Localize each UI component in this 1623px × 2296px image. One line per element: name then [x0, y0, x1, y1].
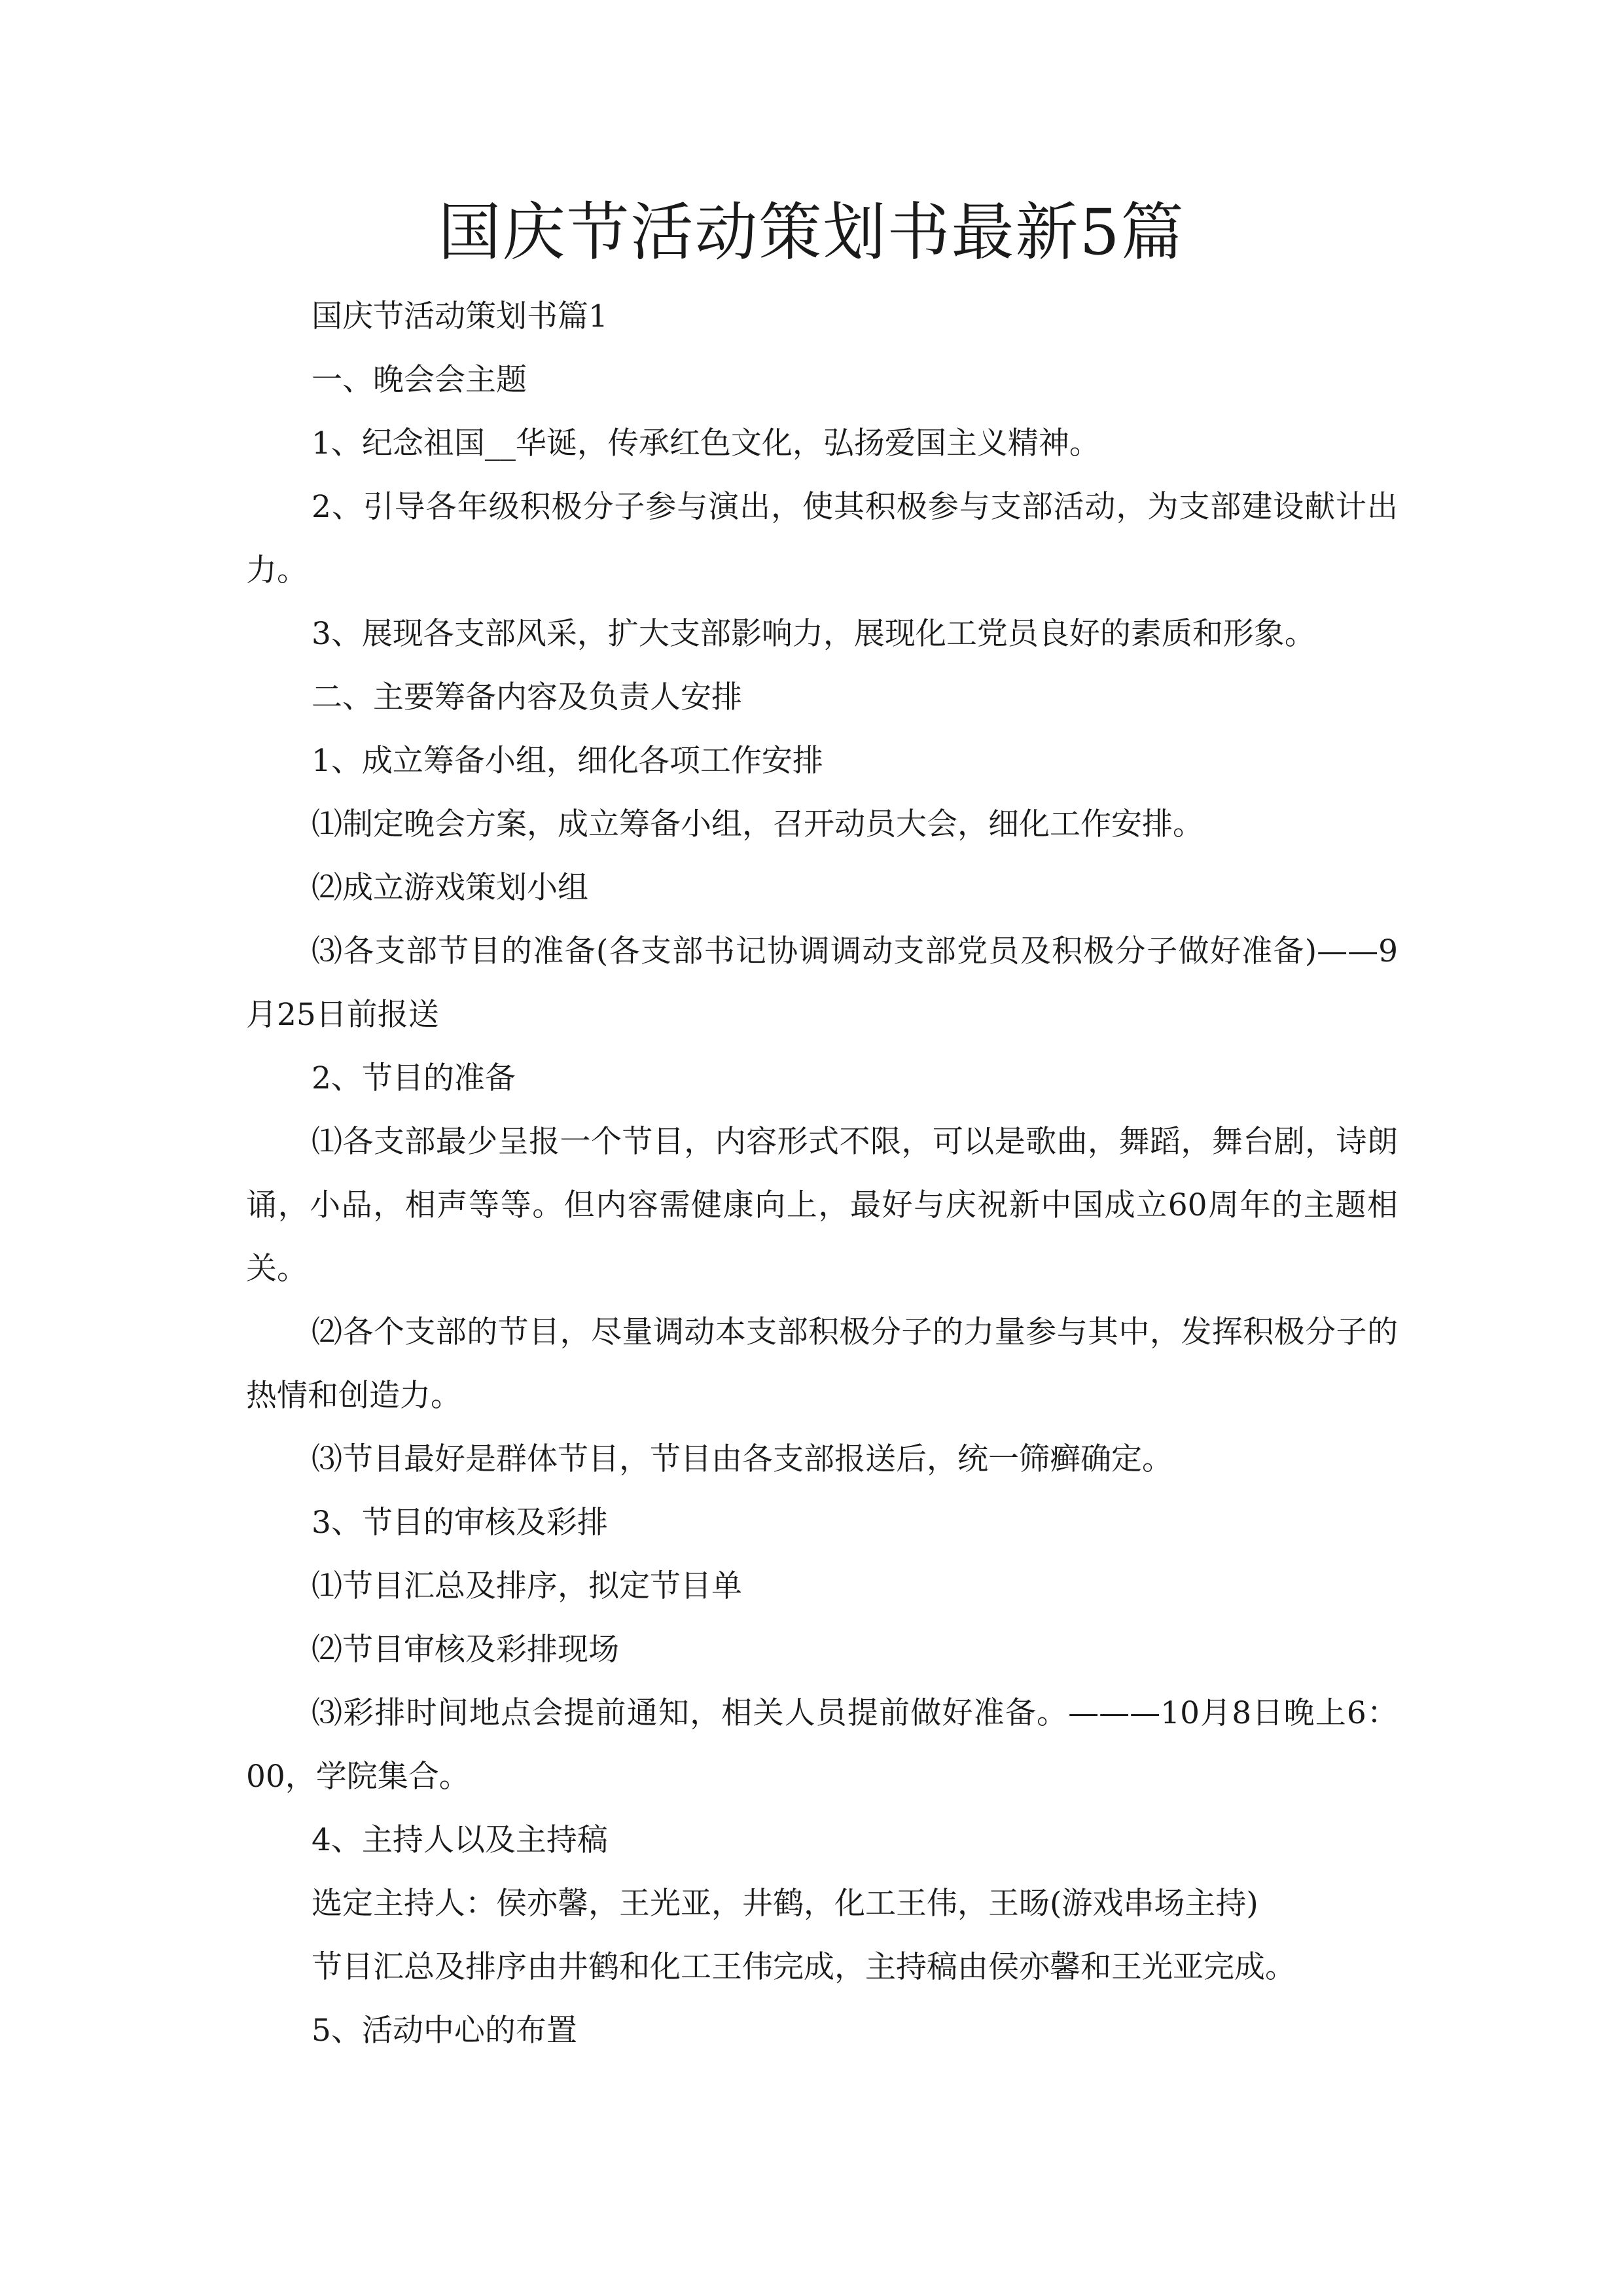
paragraph: ⑵成立游戏策划小组 [312, 870, 588, 906]
paragraph: 节目汇总及排序由井鹤和化工王伟完成，主持稿由侯亦馨和王光亚完成。 [312, 1949, 1296, 1985]
paragraph: 二、主要筹备内容及负责人安排 [312, 679, 742, 715]
paragraph: 3、展现各支部风采，扩大支部影响力，展现化工党员良好的素质和形象。 [312, 616, 1315, 652]
paragraph: 5、活动中心的布置 [312, 2013, 577, 2049]
paragraph: 一、晚会会主题 [312, 362, 527, 398]
paragraph: 选定主持人：侯亦馨，王光亚，井鹤，化工王伟，王旸(游戏串场主持) [312, 1886, 1258, 1922]
paragraph: ⑴各支部最少呈报一个节目，内容形式不限，可以是歌曲，舞蹈，舞台剧，诗朗诵，小品，相声等等。但内容需健康向上，最好与庆祝新中国成立60周年的主题相关。 [246, 1124, 1398, 1287]
paragraph: ⑶节目最好是群体节目，节目由各支部报送后，统一筛癣确定。 [312, 1441, 1173, 1477]
paragraph: 3、节目的审核及彩排 [312, 1505, 608, 1541]
document-title: 国庆节活动策划书最新5篇 [438, 196, 1185, 269]
paragraph: 2、节目的准备 [312, 1060, 516, 1096]
paragraph: 2、引导各年级积极分子参与演出，使其积极参与支部活动，为支部建设献计出力。 [246, 489, 1398, 588]
paragraph: 1、纪念祖国__华诞，传承红色文化，弘扬爱国主义精神。 [312, 425, 1100, 461]
paragraph: ⑶彩排时间地点会提前通知，相关人员提前做好准备。———10月8日晚上6：00，学院集合。 [246, 1695, 1398, 1795]
paragraph: ⑵节目审核及彩排现场 [312, 1632, 619, 1668]
paragraph: ⑴制定晚会方案，成立筹备小组，召开动员大会，细化工作安排。 [312, 806, 1204, 842]
paragraph: ⑴节目汇总及排序，拟定节目单 [312, 1568, 742, 1604]
paragraph: 4、主持人以及主持稿 [312, 1822, 608, 1858]
paragraph: ⑵各个支部的节目，尽量调动本支部积极分子的力量参与其中，发挥积极分子的热情和创造力。 [246, 1314, 1398, 1414]
paragraph: 国庆节活动策划书篇1 [312, 298, 608, 334]
document-body [246, 285, 1398, 2062]
paragraph: 1、成立筹备小组，细化各项工作安排 [312, 743, 823, 779]
paragraph: ⑶各支部节目的准备(各支部书记协调调动支部党员及积极分子做好准备)——9月25日前报送 [246, 933, 1398, 1033]
